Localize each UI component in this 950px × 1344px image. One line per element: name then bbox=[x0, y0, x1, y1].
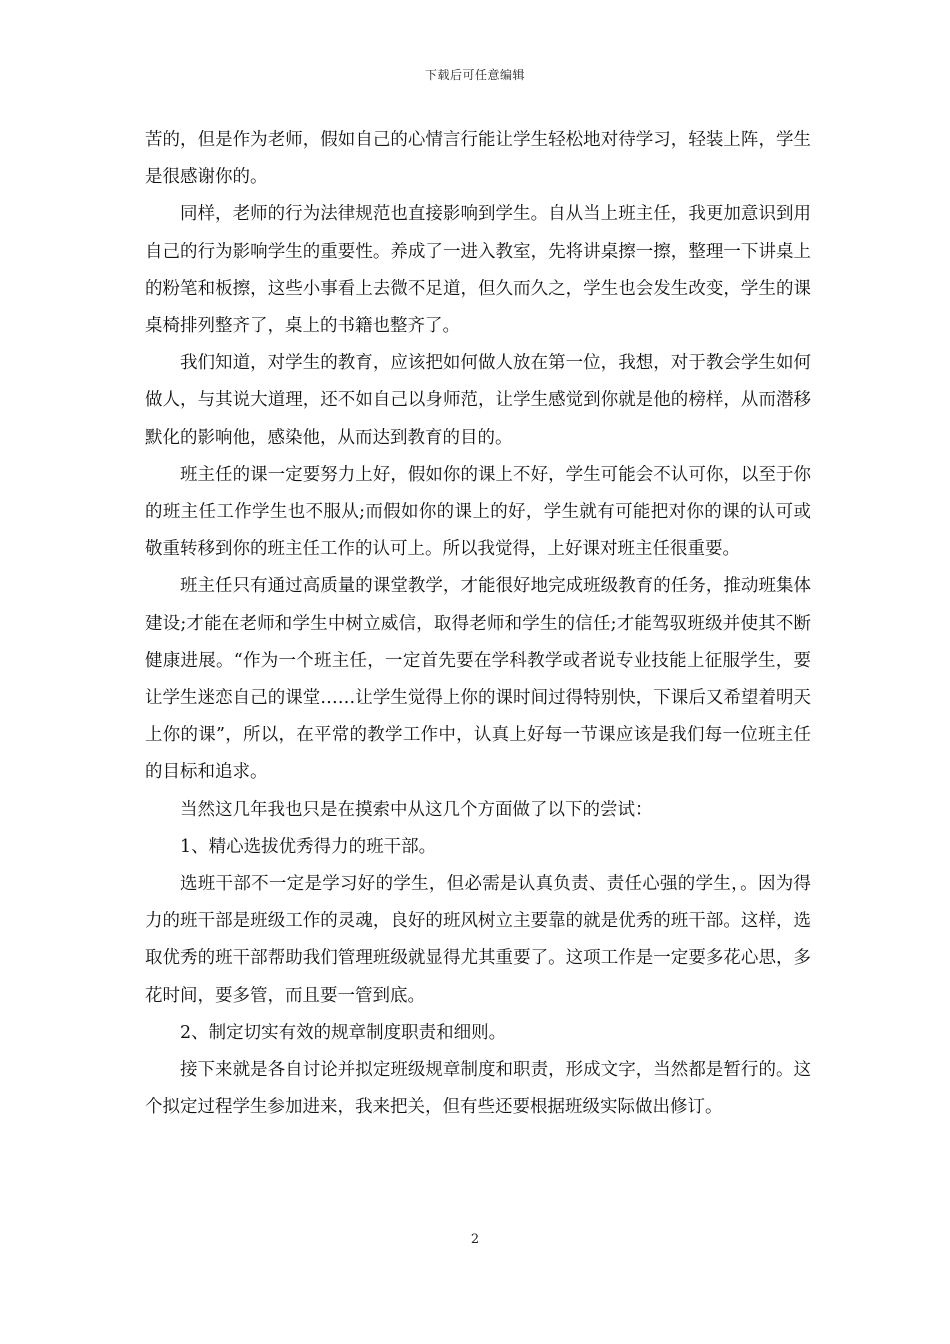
page-number: 2 bbox=[470, 1232, 480, 1247]
paragraph: 接下来就是各自讨论并拟定班级规章制度和职责，形成文字，当然都是暂行的。这个拟定过程学生参加进来，我来把关，但有些还要根据班级实际做出修订。 bbox=[145, 1060, 811, 1118]
paragraph: 我们知道，对学生的教育，应该把如何做人放在第一位，我想，对于教会学生如何做人，与其说大道理，还不如自己以身师范，让学生感觉到你就是他的榜样，从而潜移默化的影响他，感染他，从而达到教育的目的。 bbox=[145, 353, 811, 448]
list-heading-1: 1、精心选拔优秀得力的班干部。 bbox=[180, 836, 437, 857]
paragraph-continued: 苦的，但是作为老师，假如自己的心情言行能让学生轻松地对待学习，轻装上阵，学生是很感谢你的。 bbox=[145, 130, 811, 188]
page-header: 下载后可任意编辑 bbox=[424, 68, 525, 82]
paragraph: 班主任的课一定要努力上好，假如你的课上不好，学生可能会不认可你，以至于你的班主任工作学生也不服从;而假如你的课上的好，学生就有可能把对你的课的认可或敬重转移到你的班主任工作的认可上。所以我觉得，上好课对班主任很重要。 bbox=[145, 464, 811, 560]
paragraph: 当然这几年我也只是在摸索中从这几个方面做了以下的尝试： bbox=[180, 799, 653, 820]
paragraph: 选班干部不一定是学习好的学生，但必需是认真负责、责任心强的学生，。因为得力的班干部是班级工作的灵魂，良好的班风树立主要靠的就是优秀的班干部。这样，选取优秀的班干部帮助我们管理班级就显得尤其重要了。这项工作是一定要多花心思，多花时间，要多管，而且要一管到底。 bbox=[145, 874, 811, 1006]
document-body bbox=[145, 122, 811, 1126]
list-heading-2: 2、制定切实有效的规章制度职责和细则。 bbox=[180, 1022, 507, 1043]
paragraph: 班主任只有通过高质量的课堂教学，才能很好地完成班级教育的任务，推动班集体建设;才能在老师和学生中树立威信，取得老师和学生的信任;才能驾驭班级并使其不断健康进展。“作为一个班主任，一定首先要在学科教学或者说专业技能上征服学生，要让学生迷恋自己的课堂……让学生觉得上你的课时间过得特别快，下课后又希望着明天上你的课”，所以，在平常的教学工作中，认真上好每一节课应该是我们每一位班主任的目标和追求。 bbox=[145, 576, 811, 783]
paragraph: 同样，老师的行为法律规范也直接影响到学生。自从当上班主任，我更加意识到用自己的行为影响学生的重要性。养成了一进入教室，先将讲桌擦一擦，整理一下讲桌上的粉笔和板擦，这些小事看上去微不足道，但久而久之，学生也会发生改变，学生的课桌椅排列整齐了，桌上的书籍也整齐了。 bbox=[145, 204, 811, 337]
